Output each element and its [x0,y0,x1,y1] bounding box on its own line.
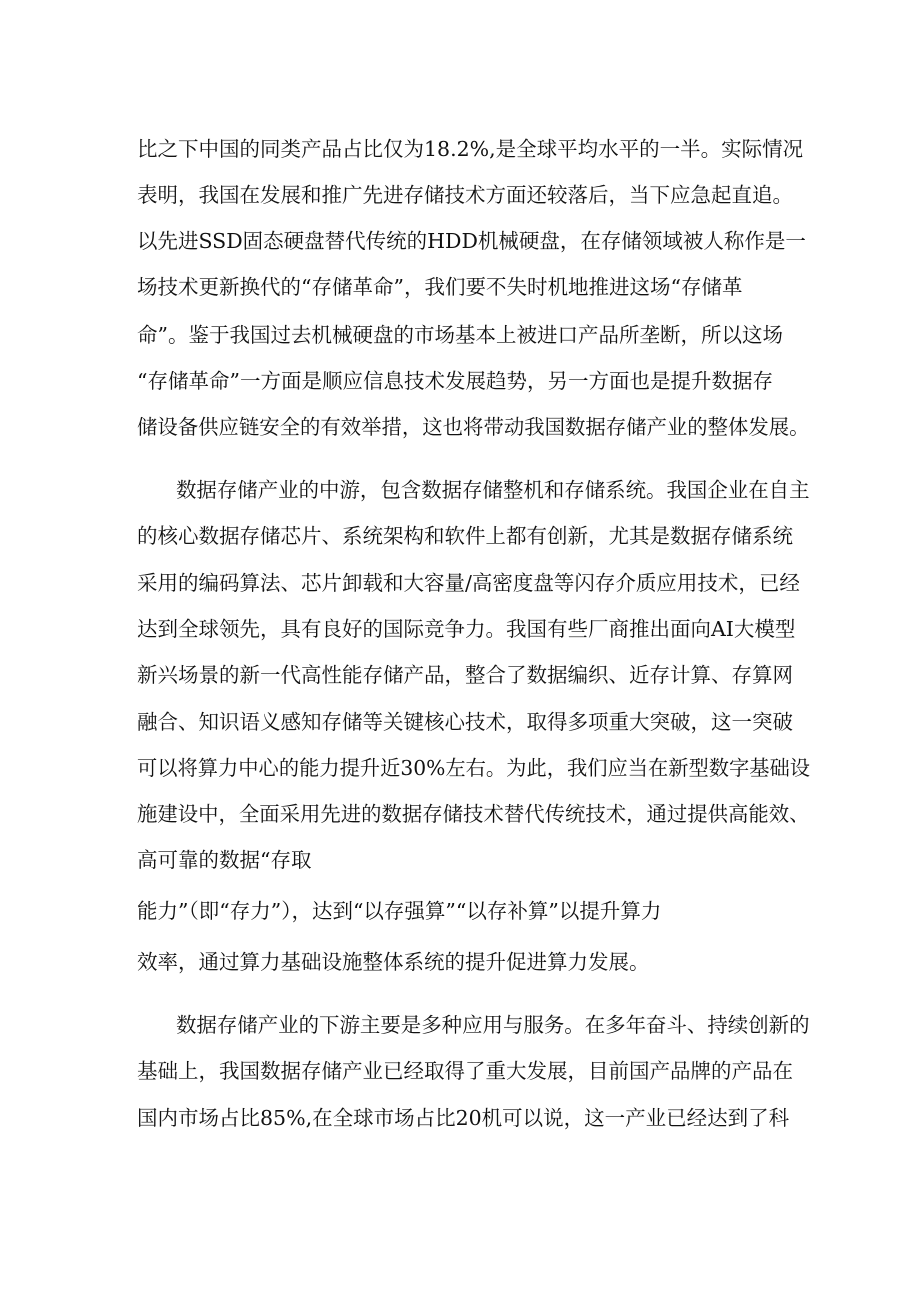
paragraph-1-line-7: 储设备供应链安全的有效举措，这也将带动我国数据存储产业的整体发展。 [137,415,810,439]
paragraph-2-line-5: 新兴场景的新一代高性能存储产品，整合了数据编织、近存计算、存算网 [137,663,793,687]
paragraph-2-line-4: 达到全球领先，具有良好的国际竞争力。我国有些厂商推出面向AI大模型 [137,617,796,641]
paragraph-3-line-1: 数据存储产业的下游主要是多种应用与服务。在多年奋斗、持续创新的 [176,1013,810,1037]
paragraph-1-line-2: 表明，我国在发展和推广先进存储技术方面还较落后，当下应急起直追。 [137,183,793,207]
paragraph-1-line-4: 场技术更新换代的“存储革命”，我们要不失时机地推进这场“存储革 [137,275,743,299]
paragraph-2-line-2: 的核心数据存储芯片、系统架构和软件上都有创新，尤其是数据存储系统 [137,524,793,548]
paragraph-2-line-10: 能力”（即“存力”），达到“以存强算”“以存补算”以提升算力 [137,899,662,923]
paragraph-2-line-9: 高可靠的数据“存取 [137,848,312,872]
paragraph-1-line-5: 命”。鉴于我国过去机械硬盘的市场基本上被进口产品所垄断，所以这场 [137,323,783,347]
paragraph-2-line-11: 效率，通过算力基础设施整体系统的提升促进算力发展。 [137,950,650,974]
paragraph-1-line-3: 以先进SSD固态硬盘替代传统的HDD机械硬盘，在存储领域被人称作是一 [137,229,806,253]
paragraph-2-line-7: 可以将算力中心的能力提升近30%左右。为此，我们应当在新型数字基础设 [137,756,811,780]
paragraph-1-line-6: “存储革命”一方面是顺应信息技术发展趋势，另一方面也是提升数据存 [137,369,773,393]
paragraph-2-line-6: 融合、知识语义感知存储等关键核心技术，取得多项重大突破，这一突破 [137,710,793,734]
paragraph-2-line-8: 施建设中，全面采用先进的数据存储技术替代传统技术，通过提供高能效、 [137,802,810,826]
paragraph-2-line-3: 采用的编码算法、芯片卸载和大容量/高密度盘等闪存介质应用技术，已经 [137,571,800,595]
paragraph-3-line-3: 国内市场占比85%,在全球市场占比20机可以说，这一产业已经达到了科 [137,1106,790,1130]
paragraph-3-line-2: 基础上，我国数据存储产业已经取得了重大发展，目前国产品牌的产品在 [137,1059,793,1083]
paragraph-2-line-1: 数据存储产业的中游，包含数据存储整机和存储系统。我国企业在自主 [176,478,810,502]
paragraph-1-line-1: 比之下中国的同类产品占比仅为18.2%,是全球平均水平的一半。实际情况 [137,137,804,161]
